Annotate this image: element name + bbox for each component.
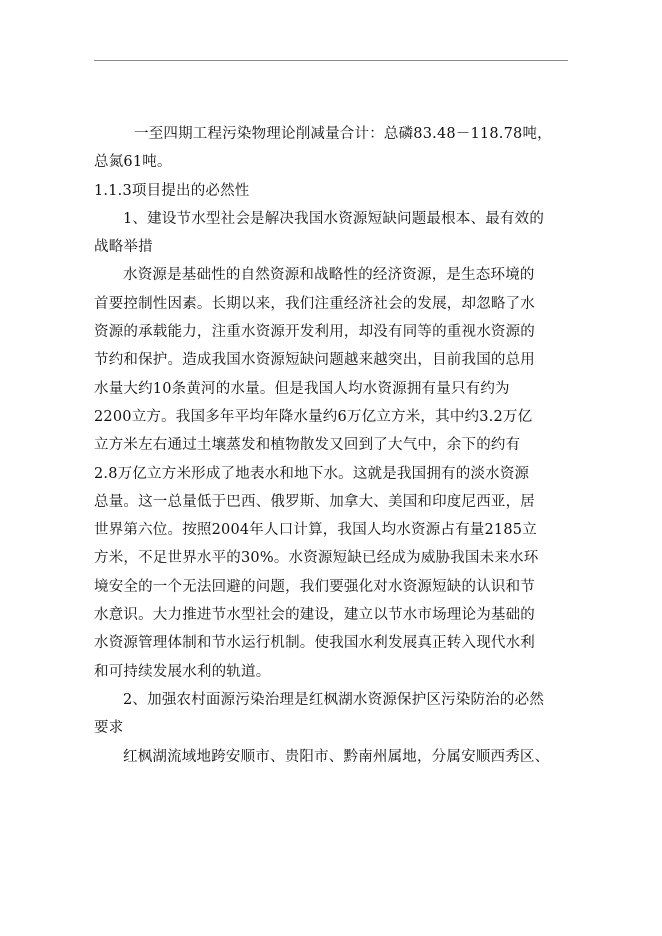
text-line: 立方米左右通过土壤蒸发和植物散发又回到了大气中，余下的约有 <box>94 437 521 454</box>
text-line: 节约和保护。造成我国水资源短缺问题越来越突出，目前我国的总用 <box>94 352 535 369</box>
text-line: 2、加强农村面源污染治理是红枫湖水资源保护区污染防治的必然 <box>123 691 545 708</box>
text-line: 世界第六位。按照2004年人口计算，我国人均水资源占有量2185立 <box>94 522 537 539</box>
text-line: 境安全的一个无法回避的问题，我们要强化对水资源短缺的认识和节 <box>94 578 535 595</box>
text-line: 1、建设节水型社会是解决我国水资源短缺问题最根本、最有效的 <box>123 210 545 227</box>
text-line: 总量。这一总量低于巴西、俄罗斯、加拿大、美国和印度尼西亚，居 <box>94 493 535 510</box>
text-line: 战略举措 <box>94 239 153 256</box>
text-line: 资源的承载能力，注重水资源开发利用，却没有同等的重视水资源的 <box>94 324 535 341</box>
text-line: 2200立方。我国多年平均年降水量约6万亿立方米，其中约3.2万亿 <box>94 408 533 425</box>
text-line: 水意识。大力推进节水型社会的建设，建立以节水市场理论为基础的 <box>94 607 535 624</box>
text-line: 总氮61吨。 <box>94 154 172 171</box>
text-line: 方米，不足世界水平的30%。水资源短缺已经成为威胁我国未来水环 <box>94 550 539 567</box>
text-line: 1.1.3项目提出的必然性 <box>94 182 250 199</box>
text-line: 2.8万亿立方米形成了地表水和地下水。这就是我国拥有的淡水资源 <box>94 465 530 482</box>
text-line: 水资源管理体制和节水运行机制。使我国水利发展真正转入现代水利 <box>94 635 535 652</box>
text-line: 要求 <box>94 720 124 737</box>
text-line: 水量大约10条黄河的水量。但是我国人均水资源拥有量只有约为 <box>94 380 510 397</box>
text-line: 一至四期工程污染物理论削减量合计：总磷83.48－118.78吨， <box>134 126 552 142</box>
text-line: 水资源是基础性的自然资源和战略性的经济资源，是生态环境的 <box>123 267 535 284</box>
text-line: 首要控制性因素。长期以来，我们注重经济社会的发展，却忽略了水 <box>94 295 535 312</box>
text-line: 和可持续发展水利的轨道。 <box>94 663 271 680</box>
document-body <box>94 120 572 771</box>
text-line: 红枫湖流域地跨安顺市、贵阳市、黔南州属地，分属安顺西秀区、 <box>123 748 550 765</box>
header-divider <box>94 60 568 61</box>
